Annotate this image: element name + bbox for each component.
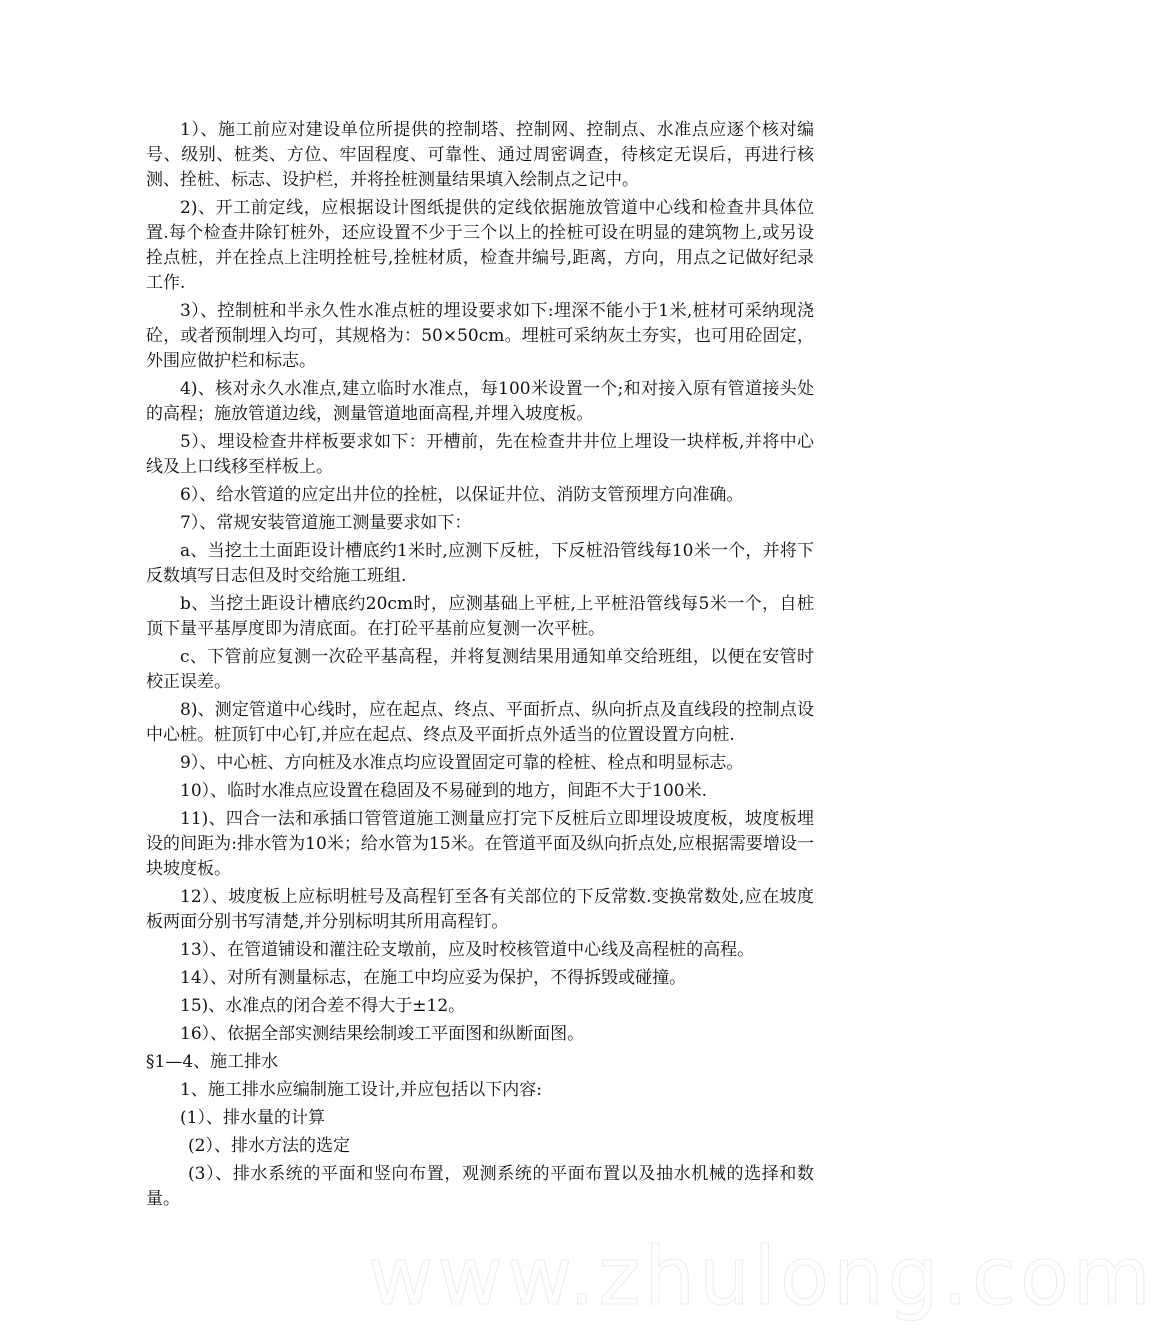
paragraph-5: 5）、埋设检查井样板要求如下：开槽前，先在检查井井位上埋设一块样板,并将中心线及上口线移至样板上。 [146,432,814,477]
paragraph-2: 2)、开工前定线，应根据设计图纸提供的定线依据施放管道中心线和检查井具体位置.每个检查井除钉桩外，还应设置不少于三个以上的拴桩可设在明显的建筑物上,或另设拴点桩，并在拴点上注明拴桩号,拴桩材质，检查井编号,距离，方向，用点之记做好纪录工作. [146,198,814,293]
paragraph-7b: b、当挖土距设计槽底约20cm时，应测基础上平桩,上平桩沿管线每5米一个，自桩顶下量平基厚度即为清底面。在打砼平基前应复测一次平桩。 [146,594,814,639]
paragraph-15: 15)、水准点的闭合差不得大于±12。 [180,996,466,1016]
paragraph-6: 6）、给水管道的应定出井位的拴桩，以保证井位、消防支管预埋方向准确。 [180,485,744,505]
paragraph-3: 3）、控制桩和半永久性水准点桩的埋设要求如下:埋深不能小于1米,桩材可采纳现浇砼，或者预制埋入均可，其规格为：50×50cm。埋桩可采纳灰土夯实，也可用砼固定，外围应做护栏和标志。 [146,301,814,371]
paragraph-12: 12）、坡度板上应标明桩号及高程钉至各有关部位的下反常数.变换常数处,应在坡度板两面分别书写清楚,并分别标明其所用高程钉。 [146,887,814,932]
paragraph-9: 9）、中心桩、方向桩及水准点均应设置固定可靠的栓桩、栓点和明显标志。 [180,753,744,773]
section-heading: §1—4、施工排水 [146,1052,279,1072]
section-item-2: (2）、排水方法的选定 [188,1136,350,1156]
watermark-text: www.zhulong.com [368,1230,1155,1323]
section-paragraph-1: 1、施工排水应编制施工设计,并应包括以下内容: [180,1080,542,1100]
section-item-3: (3）、排水系统的平面和竖向布置，观测系统的平面布置以及抽水机械的选择和数量。 [146,1164,814,1209]
paragraph-16: 16）、依据全部实测结果绘制竣工平面图和纵断面图。 [180,1024,585,1044]
paragraph-1: 1）、施工前应对建设单位所提供的控制塔、控制网、控制点、水准点应逐个核对编号、级别、桩类、方位、牢固程度、可靠性、通过周密调查，待核定无误后，再进行核测、拴桩、标志、设护栏，并将拴桩测量结果填入绘制点之记中。 [146,120,814,190]
document-body [146,118,814,1215]
paragraph-10: 10）、临时水准点应设置在稳固及不易碰到的地方，间距不大于100米. [180,781,707,801]
paragraph-14: 14）、对所有测量标志，在施工中均应妥为保护，不得拆毁或碰撞。 [180,968,687,988]
section-item-1: (1）、排水量的计算 [180,1108,325,1128]
paragraph-7a: a、当挖土土面距设计槽底约1米时,应测下反桩，下反桩沿管线每10米一个，并将下反数填写日志但及时交给施工班组. [146,541,814,586]
paragraph-8: 8)、测定管道中心线时，应在起点、终点、平面折点、纵向折点及直线段的控制点设中心桩。桩顶钉中心钉,并应在起点、终点及平面折点外适当的位置设置方向桩. [146,700,814,745]
paragraph-4: 4)、核对永久水准点,建立临时水准点，每100米设置一个;和对接入原有管道接头处的高程；施放管道边线，测量管道地面高程,并埋入坡度板。 [146,379,814,424]
paragraph-13: 13）、在管道铺设和灌注砼支墩前，应及时校核管道中心线及高程桩的高程。 [180,940,755,960]
paragraph-11: 11)、四合一法和承插口管管道施工测量应打完下反桩后立即埋设坡度板，坡度板埋设的间距为:排水管为10米；给水管为15米。在管道平面及纵向折点处,应根据需要增设一块坡度板。 [146,809,814,879]
paragraph-7c: c、下管前应复测一次砼平基高程，并将复测结果用通知单交给班组，以便在安管时校正误差。 [146,647,814,692]
paragraph-7: 7）、常规安装管道施工测量要求如下： [180,513,472,533]
